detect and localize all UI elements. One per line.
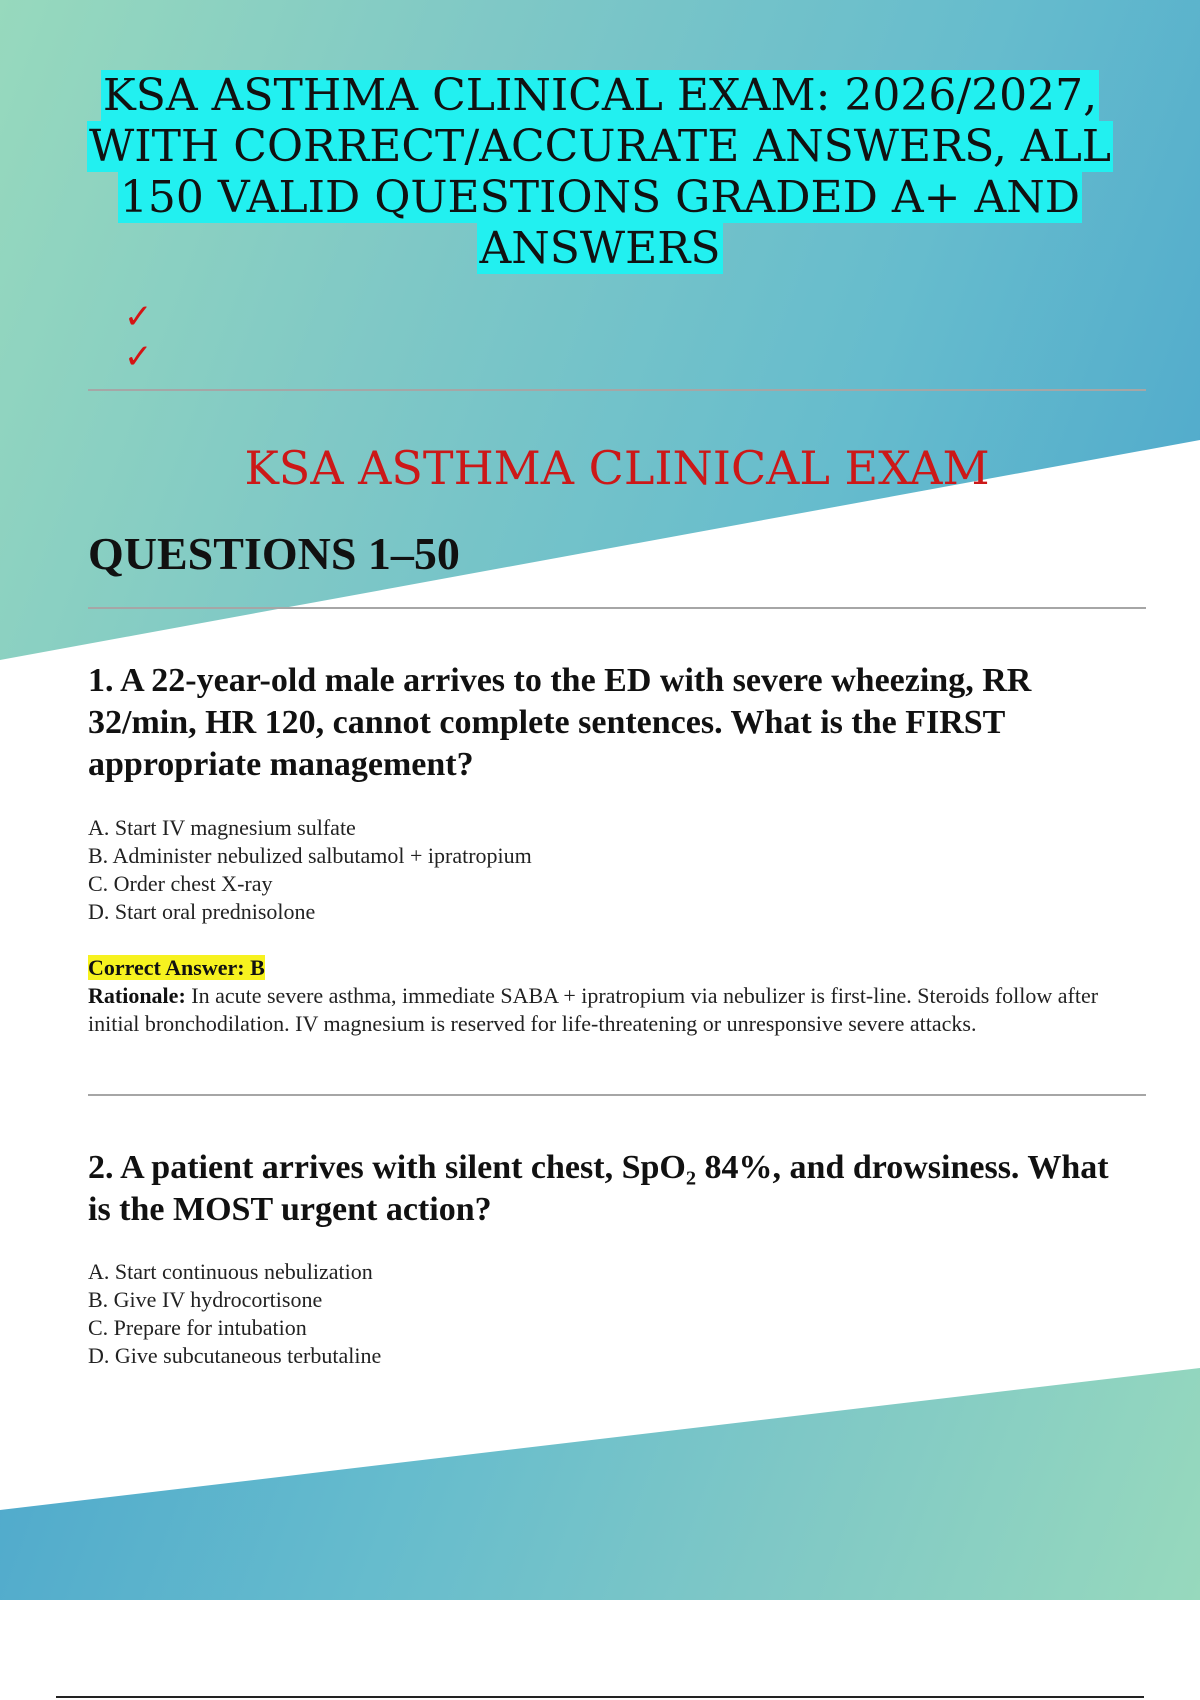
option-d: D. Start oral prednisolone — [88, 899, 316, 924]
rationale-label: Rationale: — [88, 983, 186, 1008]
page-bottom-rule — [56, 1696, 1144, 1698]
option-b: B. Administer nebulized salbutamol + ipratropium — [88, 843, 532, 868]
divider — [88, 1094, 1146, 1096]
option-c: C. Prepare for intubation — [88, 1315, 307, 1340]
correct-answer-highlight: Correct Answer: B — [88, 955, 265, 980]
document-title — [60, 70, 1140, 274]
question-stem: 2. A patient arrives with silent chest, SpO₂ 84%, and drowsiness. What is the MOST urgent action? — [88, 1149, 1109, 1228]
questions-heading: QUESTIONS 1–50 — [88, 528, 460, 579]
question-options — [88, 1258, 381, 1370]
checkmark-icon: ✓ — [124, 337, 153, 377]
question-stem: 1. A 22-year-old male arrives to the ED with severe wheezing, RR 32/min, HR 120, cannot complete sentences. What is the FIRST appropriate management? — [88, 662, 1032, 783]
option-c: C. Order chest X-ray — [88, 871, 273, 896]
option-a: A. Start IV magnesium sulfate — [88, 815, 356, 840]
divider — [88, 389, 1146, 391]
option-b: B. Give IV hydrocortisone — [88, 1287, 323, 1312]
rationale-text: In acute severe asthma, immediate SABA + ipratropium via nebulizer is first-line. Steroids follow after initial bronchodilation. IV magnesium is reserved for life-threatening or unresponsive severe attacks. — [88, 983, 1099, 1036]
checkmark-icon: ✓ — [124, 297, 153, 337]
question-options — [88, 814, 532, 926]
correct-answer — [88, 954, 265, 982]
section-title: KSA ASTHMA CLINICAL EXAM — [244, 441, 990, 495]
document-title-highlight: KSA ASTHMA CLINICAL EXAM: 2026/2027, WITH CORRECT/ACCURATE ANSWERS, ALL 150 VALID QUESTIONS GRADED A+ AND ANSWERS — [88, 70, 1112, 274]
option-a: A. Start continuous nebulization — [88, 1259, 373, 1284]
rationale — [88, 982, 1128, 1038]
divider — [88, 607, 1146, 609]
option-d: D. Give subcutaneous terbutaline — [88, 1343, 382, 1368]
